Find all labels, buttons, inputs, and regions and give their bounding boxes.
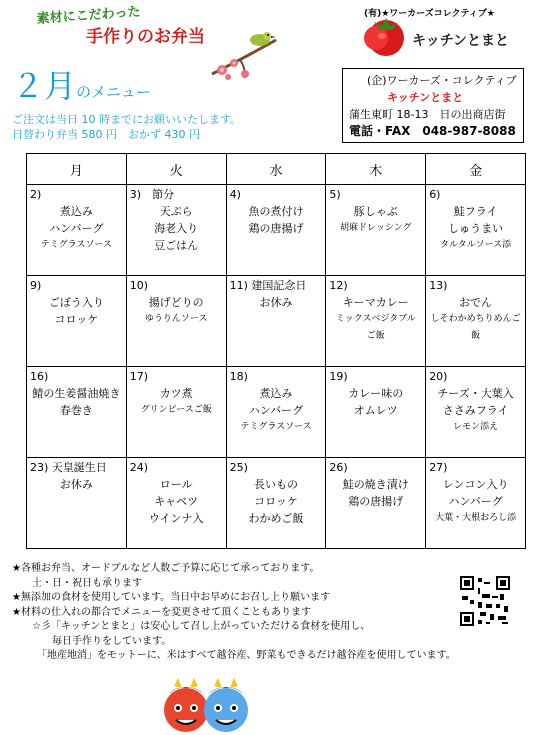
day-date: 13)	[429, 279, 448, 292]
menu-item: ごぼう入り	[48, 296, 104, 309]
weekday-header: 水	[226, 154, 326, 185]
menu-item-note: レモン添え	[453, 422, 499, 432]
day-cell	[226, 185, 326, 276]
menu-item: ハンバーグ	[448, 495, 503, 508]
company-tel: 電話・FAX 048-987-8088	[349, 124, 516, 138]
day-date: 11) 建国記念日	[229, 279, 307, 292]
day-cell	[426, 458, 526, 549]
month-label: ２月	[12, 67, 77, 105]
logo-top-text: (有)★ワーカーズコレクティブ★	[364, 9, 495, 19]
menu-item-note: ミックスベジタブル	[335, 314, 416, 324]
day-cell	[226, 458, 326, 549]
day-date: 20)	[429, 370, 448, 383]
menu-item: 豆ごはん	[154, 239, 199, 252]
menu-calendar	[26, 153, 526, 549]
menu-item: キーマカレー	[342, 296, 409, 309]
menu-item-note: 飯	[471, 331, 481, 341]
menu-item: オムレツ	[353, 404, 398, 417]
menu-item: チーズ・大葉入	[437, 387, 514, 400]
menu-item: お休み	[59, 478, 93, 491]
notes-section	[12, 562, 456, 664]
qr-code-icon	[460, 576, 510, 626]
menu-item: ハンバーグ	[248, 404, 304, 417]
menu-item: ハンバーグ	[49, 222, 104, 235]
menu-item: 煮込み	[59, 205, 93, 218]
day-date: 3) 節分	[129, 188, 175, 201]
day-cell	[326, 367, 426, 458]
company-name: キッチンとまと	[387, 91, 464, 104]
day-date: 12)	[329, 279, 348, 292]
day-date: 27)	[429, 461, 448, 474]
menu-item: カツ煮	[159, 387, 193, 400]
day-cell	[27, 367, 127, 458]
note-line: 「地産地消」をモットーに、米はすべて越谷産、野菜もできるだけ越谷産を使用しています。	[12, 650, 456, 661]
weekday-header: 木	[326, 154, 426, 185]
day-cell	[426, 276, 526, 367]
day-cell	[326, 458, 426, 549]
menu-item-note: 大葉・大根おろし添	[435, 513, 517, 523]
day-cell	[126, 367, 226, 458]
menu-item: 豚しゃぶ	[353, 205, 398, 218]
menu-item-note: テミグラスソース	[40, 240, 113, 250]
menu-item: ウインナ入	[148, 512, 204, 525]
day-date: 6)	[429, 188, 441, 201]
menu-item: 海老入り	[154, 222, 199, 235]
day-cell	[226, 276, 326, 367]
day-date: 16)	[30, 370, 49, 383]
menu-item-note: ご飯	[366, 331, 385, 341]
day-date: 23) 天皇誕生日	[30, 461, 107, 474]
logo-name: キッチンとまと	[412, 33, 510, 49]
week-row	[27, 367, 526, 458]
menu-item: 鶏の唐揚げ	[248, 222, 304, 235]
weekday-header: 月	[27, 154, 127, 185]
day-date: 5)	[329, 188, 341, 201]
menu-item: 鮭の焼き漬け	[342, 478, 409, 491]
weekday-header-row	[27, 154, 526, 185]
day-date: 19)	[329, 370, 348, 383]
menu-suffix: のメニュー	[76, 83, 152, 101]
day-date: 4)	[229, 188, 241, 201]
oni-mask-icon	[158, 676, 254, 734]
menu-item: しゅうまい	[448, 222, 504, 235]
day-cell	[226, 367, 326, 458]
weekday-header: 金	[426, 154, 526, 185]
menu-item: コロッケ	[254, 495, 298, 508]
day-cell	[426, 367, 526, 458]
note-line: ★無添加の食材を使用しています。当日中お早めにお召し上り願います	[12, 592, 331, 603]
day-cell	[27, 185, 127, 276]
day-date: 18)	[229, 370, 248, 383]
day-cell	[326, 185, 426, 276]
menu-item: 揚げどりの	[148, 296, 204, 309]
company-address: 蒲生東町 18-13 日の出商店街	[349, 108, 506, 121]
tagline: 素材にこだわった	[36, 4, 141, 27]
company-box	[342, 68, 524, 143]
week-row	[27, 458, 526, 549]
menu-item: 春巻き	[59, 404, 93, 417]
note-line: 毎日手作りをしています。	[12, 635, 172, 647]
menu-item: ささみフライ	[442, 404, 509, 417]
day-date: 25)	[229, 461, 248, 474]
menu-item-note: ゆうりんソース	[144, 314, 208, 324]
menu-item-note: グリンピースご飯	[140, 405, 212, 415]
order-info	[12, 112, 241, 142]
company-org: (企)ワーカーズ・コレクティブ	[367, 74, 517, 87]
day-cell	[27, 458, 127, 549]
day-date: 10)	[129, 279, 149, 292]
calendar-body	[27, 185, 526, 549]
menu-item: おでん	[459, 296, 493, 309]
note-line: ★材料の仕入れの都合でメニューを変更させて頂くこともあります	[12, 606, 311, 618]
menu-item: 鶏の唐揚げ	[348, 495, 404, 508]
order-note: ご注文は当日 10 時までにお願いいたします。	[12, 113, 242, 126]
day-date: 9)	[30, 279, 42, 292]
menu-item: 煮込み	[259, 387, 293, 400]
menu-item-note: テミグラスソース	[240, 422, 312, 432]
day-cell	[126, 458, 226, 549]
month-title	[12, 68, 151, 110]
plum-blossom-bird-icon	[210, 30, 280, 80]
week-row	[27, 276, 526, 367]
menu-item: レンコン入り	[442, 478, 509, 491]
menu-item: 天ぷら	[159, 205, 193, 218]
menu-item: 鯖の生姜醤油焼き	[32, 387, 121, 400]
menu-item: お休み	[259, 296, 293, 309]
note-line: 土・日・祝日も承ります	[12, 577, 142, 589]
week-row	[27, 185, 526, 276]
menu-item: ロール	[159, 478, 193, 491]
day-cell	[426, 185, 526, 276]
menu-item: わかめご飯	[248, 512, 304, 525]
weekday-header: 火	[126, 154, 226, 185]
note-line: ☆彡「キッチンとまと」は安心して召し上がっていただける食材を使用し、	[12, 621, 371, 632]
menu-item: コロッケ	[54, 313, 99, 326]
day-cell	[326, 276, 426, 367]
menu-item-note: しそわかめちりめんご	[430, 314, 521, 324]
note-line: ★各種お弁当、オードブルなど人数ご予算に応じて承っております。	[12, 563, 320, 574]
menu-item-note: 胡麻ドレッシング	[340, 223, 412, 233]
day-cell	[126, 276, 226, 367]
menu-item: 鮭フライ	[453, 205, 498, 218]
price-line: 日替わり弁当 580 円 おかず 430 円	[12, 128, 200, 141]
menu-item: カレー味の	[348, 387, 404, 400]
day-date: 24)	[129, 461, 149, 474]
menu-item: 長いもの	[253, 478, 298, 491]
day-cell	[126, 185, 226, 276]
day-date: 17)	[129, 370, 149, 383]
menu-item: キャベツ	[154, 495, 199, 508]
menu-item-note: タルタルソース添	[439, 240, 512, 250]
day-cell	[27, 276, 127, 367]
menu-item: 魚の煮付け	[248, 205, 304, 218]
day-date: 26)	[329, 461, 348, 474]
day-date: 2)	[30, 188, 42, 201]
headline: 手作りのお弁当	[86, 27, 205, 47]
